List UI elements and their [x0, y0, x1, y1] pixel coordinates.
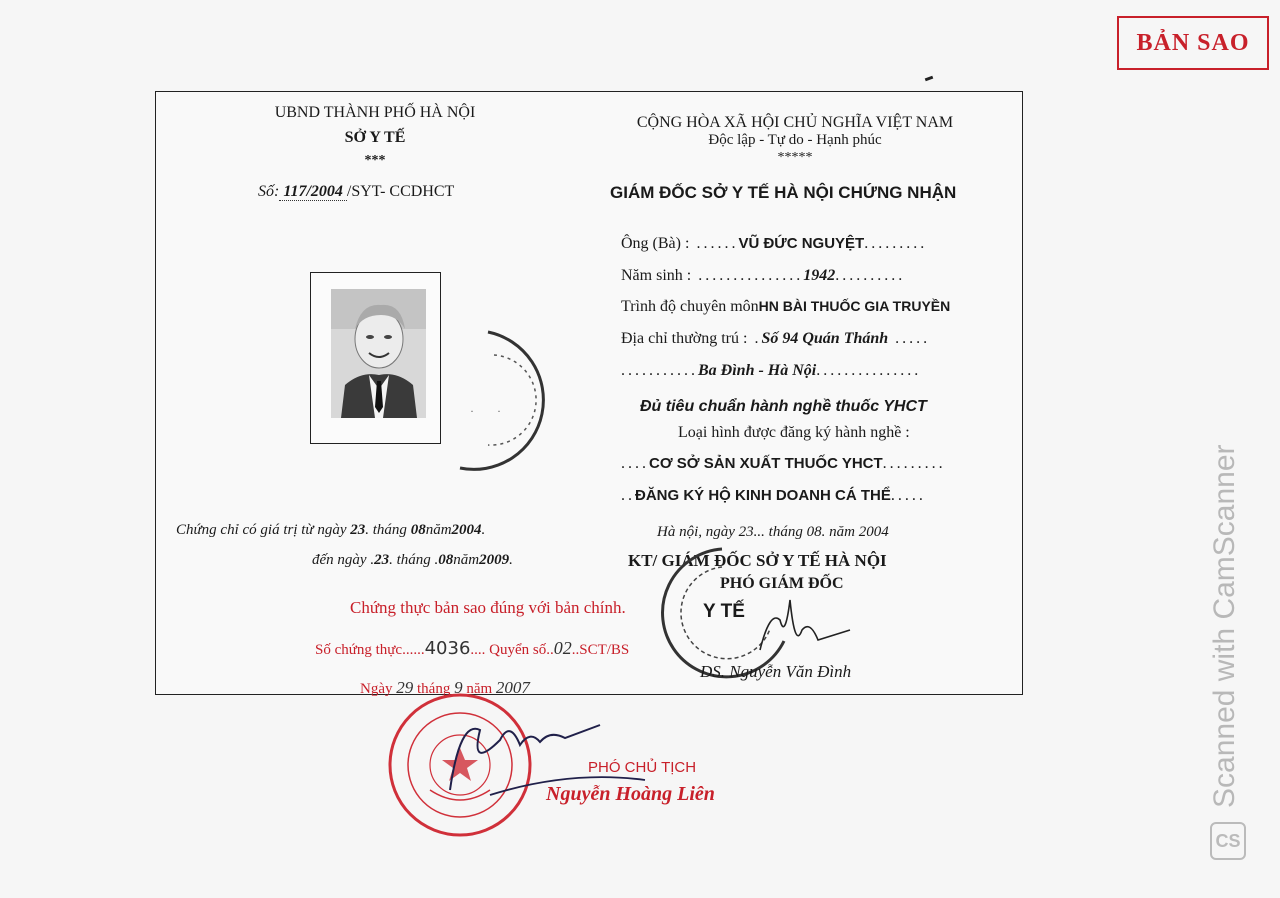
partial-seal-left [420, 325, 550, 475]
right-stars: ***** [777, 150, 813, 165]
motto: Độc lập - Tự do - Hạnh phúc [708, 132, 882, 148]
nation-title: CỘNG HÒA XÃ HỘI CHỦ NGHĨA VIỆT NAM [636, 114, 954, 131]
certified-number-value: 4036 [424, 638, 471, 659]
practice-row-1: ....CƠ SỞ SẢN XUẤT THUỐC YHCT......... [621, 455, 946, 472]
issue-year: 2004 [858, 524, 889, 540]
number-suffix: /SYT- CCDHCT [346, 183, 455, 200]
portrait-image [331, 289, 426, 418]
validity-to-year: 2009 [479, 552, 510, 568]
director-signature [740, 590, 860, 670]
issue-month-label: tháng [768, 524, 803, 540]
validity-from-year: 2004 [451, 522, 482, 538]
birth-label: Năm sinh : [621, 267, 692, 284]
signer-title-2: PHÓ GIÁM ĐỐC [720, 575, 844, 592]
practice-value-1: CƠ SỞ SẢN XUẤT THUỐC YHCT [649, 455, 883, 472]
name-label: Ông (Bà) : [621, 235, 690, 252]
name-row: Ông (Bà) : ......VŨ ĐỨC NGUYỆT......... [621, 235, 928, 252]
validity-year-label: năm [425, 522, 452, 538]
level-value: HN BÀI THUỐC GIA TRUYỀN [758, 298, 951, 314]
certified-book-suffix: SCT/BS [579, 642, 630, 658]
signer-name: DS. Nguyễn Văn Đình [700, 662, 852, 681]
department-name: SỞ Y TẾ [344, 129, 406, 146]
practice-value-2: ĐĂNG KÝ HỘ KINH DOANH CÁ THỂ [635, 487, 891, 504]
validity-to-label: đến ngày [312, 552, 367, 568]
certified-year-label: năm [466, 681, 493, 697]
portrait-photo [331, 289, 426, 418]
certify-title: GIÁM ĐỐC SỞ Y TẾ HÀ NỘI CHỨNG NHẬN [610, 183, 957, 202]
validity-to-month-label: tháng [396, 552, 431, 568]
certified-number-label: Số chứng thực [315, 642, 403, 658]
issue-month: 08 [806, 524, 822, 540]
validity-from-label: Chứng chỉ có giá trị từ ngày [176, 522, 347, 538]
practice-row-2: ..ĐĂNG KÝ HỘ KINH DOANH CÁ THỂ..... [621, 487, 926, 504]
issue-day: 23 [738, 524, 754, 540]
level-label: Trình độ chuyên môn [621, 298, 759, 315]
birth-row: Năm sinh : ...............1942.......... [621, 267, 906, 284]
address-value: Số 94 Quán Thánh [761, 330, 889, 347]
validity-from-row: Chứng chỉ có giá trị từ ngày 23. tháng 08năm2004. [176, 522, 486, 538]
certified-book-label: Quyển số [489, 642, 547, 658]
number-value: 117/2004 [279, 183, 347, 201]
practice-label: Loại hình được đăng ký hành nghề : [678, 424, 910, 441]
level-row [621, 298, 950, 316]
document-number [258, 183, 454, 201]
official-title: PHÓ CHỦ TỊCH [588, 759, 697, 776]
address-value-2: Ba Đình - Hà Nội [698, 362, 817, 379]
issue-place-label: Hà nội, ngày [657, 524, 735, 540]
issue-date-row: Hà nội, ngày 23... tháng 08. năm 2004 [657, 524, 889, 540]
left-stars: *** [364, 153, 386, 168]
certified-date-month: 9 [454, 678, 463, 697]
validity-to-day: 23 [374, 552, 390, 568]
agency-name: UBND THÀNH PHỐ HÀ NỘI [274, 104, 476, 121]
certified-number-row: Số chứng thực......4036.... Quyển số..02..SCT/BS [315, 638, 630, 659]
issue-year-label: năm [829, 524, 855, 540]
official-name: Nguyễn Hoàng Liên [546, 783, 715, 805]
certified-title: Chứng thực bản sao đúng với bản chính. [350, 598, 626, 617]
number-prefix: Số: [258, 183, 280, 200]
seal-dots: · · [470, 404, 511, 418]
validity-from-month: 08 [410, 522, 426, 538]
seal-text: Y TẾ [703, 601, 745, 622]
signer-title-1: KT/ GIÁM ĐỐC SỞ Y TẾ HÀ NỘI [628, 551, 887, 570]
validity-month-label: tháng [372, 522, 407, 538]
validity-to-month: 08 [438, 552, 454, 568]
qualified-text: Đủ tiêu chuẩn hành nghề thuốc YHCT [640, 398, 927, 415]
speck [925, 76, 934, 82]
address-row: Địa chỉ thường trú : .Số 94 Quán Thánh ..... [621, 330, 931, 347]
certified-date-day: 29 [396, 678, 414, 697]
name-value: VŨ ĐỨC NGUYỆT [738, 235, 865, 252]
certified-date-year: 2007 [495, 678, 530, 697]
validity-from-day: 23 [350, 522, 366, 538]
validity-to-row: đến ngày .23. tháng .08năm2009. [312, 552, 513, 568]
certified-book-value: 02 [553, 638, 572, 658]
birth-value: 1942 [803, 267, 836, 284]
camscanner-watermark: Scanned with CamScanner [1208, 444, 1241, 808]
copy-stamp: BẢN SAO [1117, 16, 1269, 70]
camscanner-logo: CS [1210, 822, 1246, 860]
validity-to-year-label: năm [453, 552, 480, 568]
address-row-2: ...........Ba Đình - Hà Nội............... [621, 362, 922, 379]
certified-date-label: Ngày [360, 681, 393, 697]
address-label: Địa chỉ thường trú : [621, 330, 748, 347]
certified-month-label: tháng [417, 681, 451, 697]
